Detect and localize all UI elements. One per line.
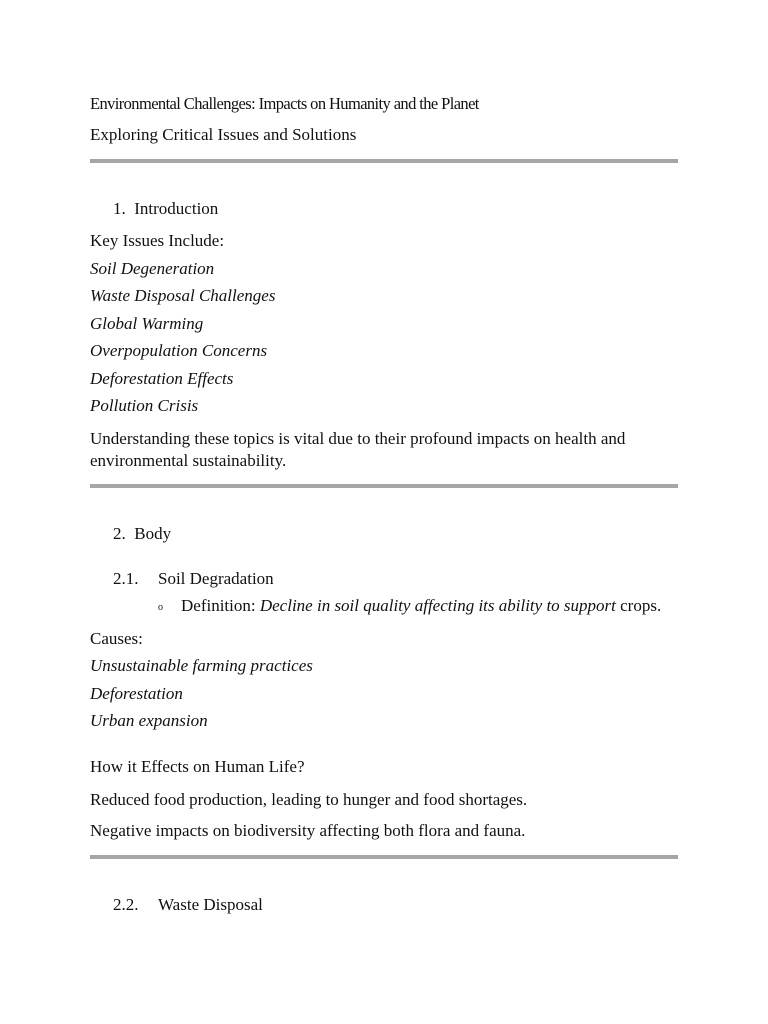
document-title: Environmental Challenges: Impacts on Humanity and the Planet bbox=[90, 94, 479, 113]
cause-item: Unsustainable farming practices bbox=[90, 656, 313, 675]
effect-item: Reduced food production, leading to hunger and food shortages. bbox=[90, 790, 528, 809]
section-divider bbox=[90, 855, 678, 859]
intro-heading bbox=[113, 198, 218, 220]
soil-heading: Soil Degradation bbox=[158, 569, 274, 588]
document-subtitle: Exploring Critical Issues and Solutions bbox=[90, 125, 357, 144]
body-number: 2. bbox=[113, 524, 126, 543]
issue-item: Overpopulation Concerns bbox=[90, 341, 268, 360]
section-divider bbox=[90, 159, 678, 163]
issue-item: Soil Degeneration bbox=[90, 259, 215, 278]
cause-item: Urban expansion bbox=[90, 711, 208, 730]
issue-item: Global Warming bbox=[90, 314, 204, 333]
definition-tail: crops. bbox=[620, 596, 662, 615]
definition-text: Decline in soil quality affecting its ability to support bbox=[259, 596, 616, 615]
causes-label: Causes: bbox=[90, 629, 143, 648]
issue-item: Waste Disposal Challenges bbox=[90, 286, 276, 305]
waste-heading: Waste Disposal bbox=[158, 895, 263, 914]
intro-number: 1. bbox=[113, 199, 126, 218]
body-heading bbox=[113, 523, 171, 545]
soil-number: 2.1. bbox=[113, 569, 139, 588]
effects-question: How it Effects on Human Life? bbox=[90, 757, 305, 776]
issue-item: Pollution Crisis bbox=[90, 396, 199, 415]
waste-number: 2.2. bbox=[113, 895, 139, 914]
intro-heading-text: Introduction bbox=[134, 199, 219, 218]
issue-item: Deforestation Effects bbox=[90, 369, 234, 388]
bullet-marker: o bbox=[158, 602, 163, 613]
definition-label: Definition: bbox=[181, 596, 256, 615]
body-heading-text: Body bbox=[134, 524, 172, 543]
soil-definition bbox=[181, 595, 661, 617]
section-divider bbox=[90, 484, 678, 488]
key-issues-label: Key Issues Include: bbox=[90, 231, 225, 250]
effect-item: Negative impacts on biodiversity affecting both flora and fauna. bbox=[90, 821, 526, 840]
intro-summary: Understanding these topics is vital due to their profound impacts on health and environmental sustainability. bbox=[90, 429, 626, 470]
cause-item: Deforestation bbox=[90, 684, 183, 703]
